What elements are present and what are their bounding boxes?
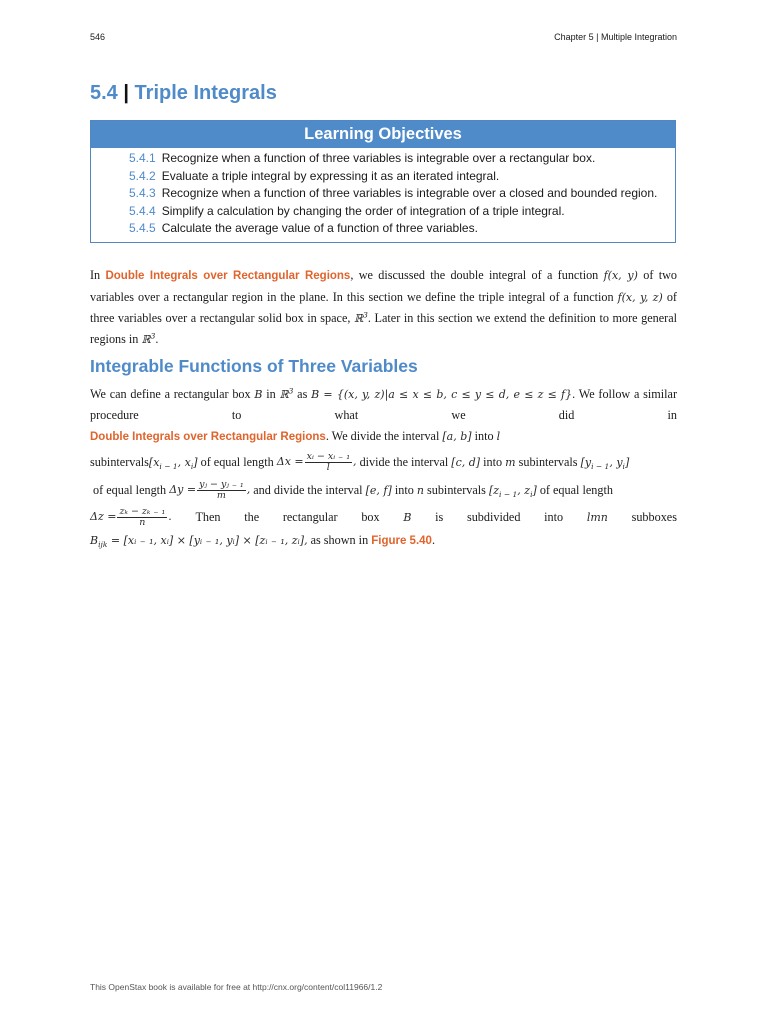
para-line <box>90 448 677 476</box>
para-text: . <box>431 533 435 547</box>
math-f-xyz: f(x, y, z) <box>617 291 663 304</box>
intro-text: of three variables over a rectangular solid box in space, <box>90 290 677 325</box>
math-part: ] <box>532 483 537 497</box>
math-m: m <box>505 455 516 469</box>
intro-text: of two variables over a rectangular region in the plane. In this section we define the triple integral of a function <box>90 268 677 304</box>
math-r3-symbol: ℝ <box>141 333 151 346</box>
section-title <box>90 82 277 105</box>
intro-text: . Later in this section we extend the definition to more general regions in <box>90 311 677 346</box>
para-text: subintervals <box>423 482 489 497</box>
objective-text: Recognize when a function of three variables is integrable over a rectangular box. <box>161 151 596 165</box>
learning-objectives-heading: Learning Objectives <box>91 121 675 148</box>
intro-paragraph <box>90 265 677 350</box>
double-integrals-link[interactable]: Double Integrals over Rectangular Regions <box>90 431 326 443</box>
para-text: as shown in <box>307 533 372 547</box>
section-separator: | <box>123 82 129 104</box>
math-part: , <box>246 483 251 497</box>
objective-number: 5.4.3 <box>129 186 156 200</box>
objective-item <box>129 221 665 235</box>
objective-item <box>129 186 665 200</box>
para-text: in <box>262 387 280 401</box>
para-text: subintervals <box>90 454 149 469</box>
para-line <box>90 504 677 530</box>
para-text: . We divide the interval <box>325 429 443 443</box>
section-number: 5.4 <box>90 82 118 104</box>
math-part: [x <box>148 455 160 469</box>
para-text: of equal length <box>197 454 277 469</box>
math-delta-y <box>169 479 250 501</box>
math-subscript: i <box>622 461 625 471</box>
page-footer: This OpenStax book is available for free at http://cnx.org/content/col11966/1.2 <box>90 982 383 992</box>
math-b: B <box>254 388 263 401</box>
math-lmn: lmn <box>586 510 608 524</box>
objective-text: Simplify a calculation by changing the order of integration of a triple integral. <box>161 203 565 218</box>
math-subscript: i − 1 <box>499 489 518 499</box>
math-part: , x <box>177 455 191 469</box>
para-line <box>90 426 677 448</box>
para-line <box>90 530 677 552</box>
para-text: rectangular <box>282 509 338 524</box>
math-numerator: xᵢ − xᵢ ₋ ₁ <box>306 450 351 462</box>
math-r3-symbol: ℝ <box>279 388 289 401</box>
math-b: B <box>403 510 412 524</box>
math-numerator: yⱼ − yⱼ ₋ ₁ <box>199 478 244 490</box>
math-part: , y <box>609 455 623 469</box>
section-title-text: Triple Integrals <box>134 82 277 104</box>
math-r3 <box>141 333 155 346</box>
intro-text: . <box>155 332 159 346</box>
math-interval-ef: [e, f] <box>365 483 392 497</box>
math-part: , <box>353 455 357 469</box>
math-interval-ab: [a, b] <box>442 430 472 443</box>
math-subscript: i − 1 <box>591 461 610 471</box>
math-part: B <box>90 534 99 547</box>
math-f-xy: f(x, y) <box>603 269 638 282</box>
math-subinterval-y <box>581 452 630 473</box>
para-text: as <box>293 387 312 401</box>
math-r3-exponent: 3 <box>363 310 368 320</box>
math-denominator: m <box>216 489 226 501</box>
objective-number: 5.4.1 <box>129 151 156 165</box>
para-text: into <box>480 454 506 469</box>
math-part: = [xᵢ ₋ ₁, xᵢ] × [yᵢ ₋ ₁, yᵢ] × [zᵢ ₋ ₁, zᵢ], <box>107 534 308 547</box>
para-text: and divide the interval <box>250 482 366 497</box>
objective-number: 5.4.2 <box>129 168 156 183</box>
math-r3-symbol: ℝ <box>353 312 364 325</box>
math-part: [y <box>580 455 592 469</box>
subsection-title: Integrable Functions of Three Variables <box>90 356 418 376</box>
para-text: subintervals <box>515 454 581 469</box>
para-text: subboxes <box>631 509 677 524</box>
math-subbox-definition <box>90 534 308 550</box>
math-l: l <box>496 430 501 443</box>
para-text: into <box>471 429 497 443</box>
math-subinterval-z <box>489 480 537 501</box>
para-text: into <box>391 482 417 497</box>
math-denominator: l <box>326 461 330 473</box>
para-text: We can define a rectangular box <box>90 387 255 401</box>
intro-text: In <box>90 268 106 282</box>
math-part: ] <box>624 455 630 469</box>
para-line <box>90 476 677 504</box>
math-denominator: n <box>139 516 146 528</box>
para-text: Then <box>195 509 221 524</box>
para-text: . We follow a similar procedure to what we did in <box>90 387 678 422</box>
objective-text: Calculate the average value of a function of three variables. <box>161 221 478 235</box>
para-text: into <box>544 509 564 524</box>
para-text: subdivided <box>466 509 521 524</box>
objective-item <box>129 169 665 183</box>
intro-text: , we discussed the double integral of a function <box>350 268 604 282</box>
box-definition-paragraph <box>90 384 677 552</box>
double-integrals-link[interactable]: Double Integrals over Rectangular Regions <box>105 270 351 282</box>
math-part: Δx = <box>276 455 304 469</box>
para-text: the <box>244 509 260 524</box>
math-fraction <box>197 480 246 501</box>
math-subinterval-x <box>149 452 198 473</box>
math-subscript: i <box>190 461 194 471</box>
math-fraction <box>117 507 167 528</box>
math-delta-z <box>90 506 172 528</box>
figure-5-40-link[interactable]: Figure 5.40 <box>371 535 432 547</box>
math-part: Δz = <box>90 510 117 524</box>
math-r3 <box>279 388 293 401</box>
objective-item <box>129 204 665 218</box>
math-subscript: ijk <box>98 540 108 550</box>
para-line <box>90 384 677 426</box>
learning-objectives-list <box>91 148 675 242</box>
math-part: [z <box>488 483 500 497</box>
para-text: of equal length <box>90 482 170 497</box>
math-part: . <box>168 510 172 524</box>
math-r3-exponent: 3 <box>150 331 156 341</box>
math-part: , z <box>517 483 531 497</box>
math-part: Δy = <box>169 483 197 497</box>
math-n: n <box>416 483 424 497</box>
objective-number: 5.4.4 <box>129 203 156 218</box>
math-numerator: zₖ − zₖ ₋ ₁ <box>119 505 166 517</box>
math-fraction <box>305 452 352 473</box>
math-subscript: i − 1 <box>159 461 178 471</box>
math-part: ] <box>193 455 198 469</box>
objective-text: Evaluate a triple integral by expressing it as an iterated integral. <box>161 168 500 183</box>
math-subscript: i <box>530 489 533 499</box>
math-r3-exponent: 3 <box>288 386 294 396</box>
para-text: divide the interval <box>356 454 452 469</box>
para-text: box <box>361 509 380 524</box>
math-box-definition: B = {(x, y, z)|a ≤ x ≤ b, c ≤ y ≤ d, e ≤ z ≤ f} <box>311 388 573 401</box>
page-number: 546 <box>90 32 106 42</box>
para-text: of equal length <box>536 482 616 497</box>
math-r3 <box>354 312 368 325</box>
objective-number: 5.4.5 <box>129 221 156 235</box>
math-delta-x <box>277 451 357 473</box>
objective-text: Recognize when a function of three variables is integrable over a closed and bounded region. <box>161 186 658 200</box>
learning-objectives-box <box>90 120 676 243</box>
objective-item <box>129 151 665 165</box>
running-head: Chapter 5 | Multiple Integration <box>554 32 677 42</box>
para-text: is <box>435 509 444 524</box>
math-interval-cd: [c, d] <box>451 455 481 469</box>
